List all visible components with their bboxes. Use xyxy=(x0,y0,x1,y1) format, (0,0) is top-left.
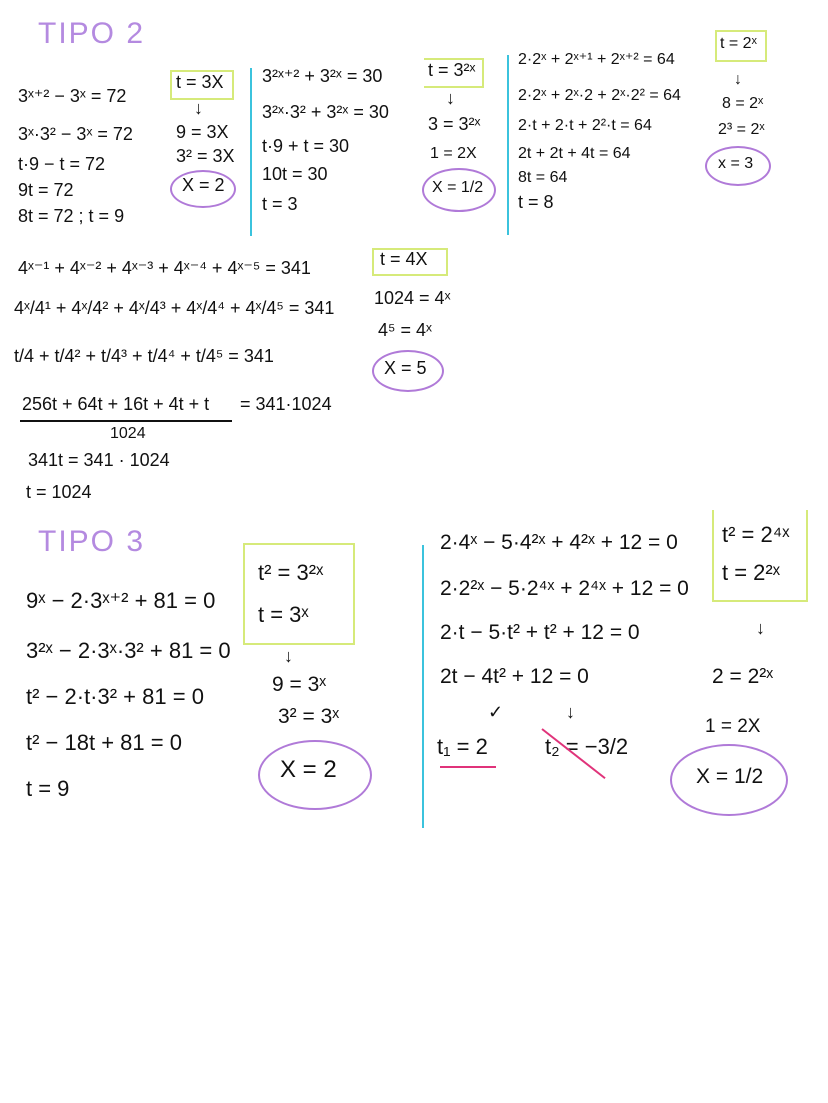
step: 1024 = 4ˣ xyxy=(374,288,451,308)
step: 4⁵ = 4ˣ xyxy=(378,320,432,340)
divider xyxy=(250,68,252,236)
equation-line: 8t = 64 xyxy=(518,169,568,186)
equation-line: t² − 2·t·3² + 81 = 0 xyxy=(26,684,204,709)
equation-line: t = 8 xyxy=(518,192,554,212)
arrow-down-icon: ↓ xyxy=(756,618,765,638)
equation-line: 2·t + 2·t + 2²·t = 64 xyxy=(518,117,652,134)
equation-line: 2·2ˣ + 2ˣ·2 + 2ˣ·2² = 64 xyxy=(518,87,681,104)
divider xyxy=(507,55,509,235)
equation-rhs: = 341·1024 xyxy=(240,394,332,414)
substitution: t = 3ˣ xyxy=(258,602,309,627)
answer: X = 1/2 xyxy=(432,179,484,196)
equation-line: 4ˣ/4¹ + 4ˣ/4² + 4ˣ/4³ + 4ˣ/4⁴ + 4ˣ/4⁵ = 341 xyxy=(14,298,335,318)
arrow-down-icon: ↓ xyxy=(284,646,293,666)
arrow-down-icon: ↓ xyxy=(566,702,575,722)
heading-tipo-3: TIPO 3 xyxy=(38,525,146,558)
substitution: t² = 3²ˣ xyxy=(258,560,324,585)
arrow-down-icon: ↓ xyxy=(446,88,455,108)
fraction-denominator: 1024 xyxy=(110,425,146,442)
equation-line: t = 9 xyxy=(26,776,70,801)
answer: x = 3 xyxy=(718,155,754,172)
equation-line: 2·2ˣ + 2ˣ⁺¹ + 2ˣ⁺² = 64 xyxy=(518,51,675,68)
substitution: t = 2ˣ xyxy=(720,35,757,52)
equation-line: t = 3 xyxy=(262,194,298,214)
equation-line: 10t = 30 xyxy=(262,164,328,184)
step: 2³ = 2ˣ xyxy=(718,121,765,138)
substitution: t = 2²ˣ xyxy=(722,560,780,585)
step: 9 = 3X xyxy=(176,122,229,142)
answer: X = 2 xyxy=(182,175,225,195)
equation-line: t² − 18t + 81 = 0 xyxy=(26,730,182,755)
equation-line: 9ˣ − 2·3ˣ⁺² + 81 = 0 xyxy=(26,588,216,613)
divider xyxy=(422,545,424,828)
step: 1 = 2X xyxy=(430,145,477,162)
substitution: t = 3²ˣ xyxy=(428,60,476,80)
equation-line: 341t = 341 · 1024 xyxy=(28,450,170,470)
step: 8 = 2ˣ xyxy=(722,95,764,112)
arrow-down-icon: ↓ xyxy=(734,71,742,88)
root-t2: t₂ = −3/2 xyxy=(545,734,629,759)
step: 1 = 2X xyxy=(705,716,761,737)
equation-line: 8t = 72 ; t = 9 xyxy=(18,206,125,226)
equation-line: 3²ˣ·3² + 3²ˣ = 30 xyxy=(262,102,389,122)
arrow-down-icon: ↓ xyxy=(194,98,203,118)
equation-line: t = 1024 xyxy=(26,482,92,502)
answer: X = 2 xyxy=(280,756,337,783)
step: 3 = 3²ˣ xyxy=(428,114,481,134)
fraction-numerator: 256t + 64t + 16t + 4t + t xyxy=(22,394,210,414)
step: 2 = 2²ˣ xyxy=(712,665,774,688)
equation-line: 2·2²ˣ − 5·2⁴ˣ + 2⁴ˣ + 12 = 0 xyxy=(440,577,689,600)
answer: X = 5 xyxy=(384,358,427,378)
equation-line: 3²ˣ⁺² + 3²ˣ = 30 xyxy=(262,66,383,86)
equation-line: t·9 − t = 72 xyxy=(18,154,106,174)
equation-line: t·9 + t = 30 xyxy=(262,136,350,156)
step: 9 = 3ˣ xyxy=(272,673,327,696)
equation-line: 2·t − 5·t² + t² + 12 = 0 xyxy=(440,621,640,644)
equation-line: 2·4ˣ − 5·4²ˣ + 4²ˣ + 12 = 0 xyxy=(440,531,678,554)
equation-line: 3ˣ·3² − 3ˣ = 72 xyxy=(18,124,133,144)
fraction-bar xyxy=(20,420,232,422)
substitution: t = 4X xyxy=(380,249,428,269)
equation-line: 4ˣ⁻¹ + 4ˣ⁻² + 4ˣ⁻³ + 4ˣ⁻⁴ + 4ˣ⁻⁵ = 341 xyxy=(18,258,311,278)
equation-line: 3ˣ⁺² − 3ˣ = 72 xyxy=(18,86,127,106)
equation-line: 2t − 4t² + 12 = 0 xyxy=(440,665,589,688)
equation-line: 9t = 72 xyxy=(18,180,74,200)
step: 3² = 3X xyxy=(176,146,235,166)
root-t1: t₁ = 2 xyxy=(437,734,488,759)
check-icon: ✓ xyxy=(488,702,504,722)
equation-line: t/4 + t/4² + t/4³ + t/4⁴ + t/4⁵ = 341 xyxy=(14,346,274,366)
equation-line: 2t + 2t + 4t = 64 xyxy=(518,145,631,162)
highlight-underline xyxy=(440,766,496,768)
equation-line: 3²ˣ − 2·3ˣ·3² + 81 = 0 xyxy=(26,638,231,663)
answer: X = 1/2 xyxy=(696,765,764,788)
substitution-box xyxy=(243,543,355,645)
substitution: t² = 2⁴ˣ xyxy=(722,522,790,547)
step: 3² = 3ˣ xyxy=(278,705,340,728)
heading-tipo-2: TIPO 2 xyxy=(38,17,146,50)
substitution: t = 3X xyxy=(176,72,224,92)
